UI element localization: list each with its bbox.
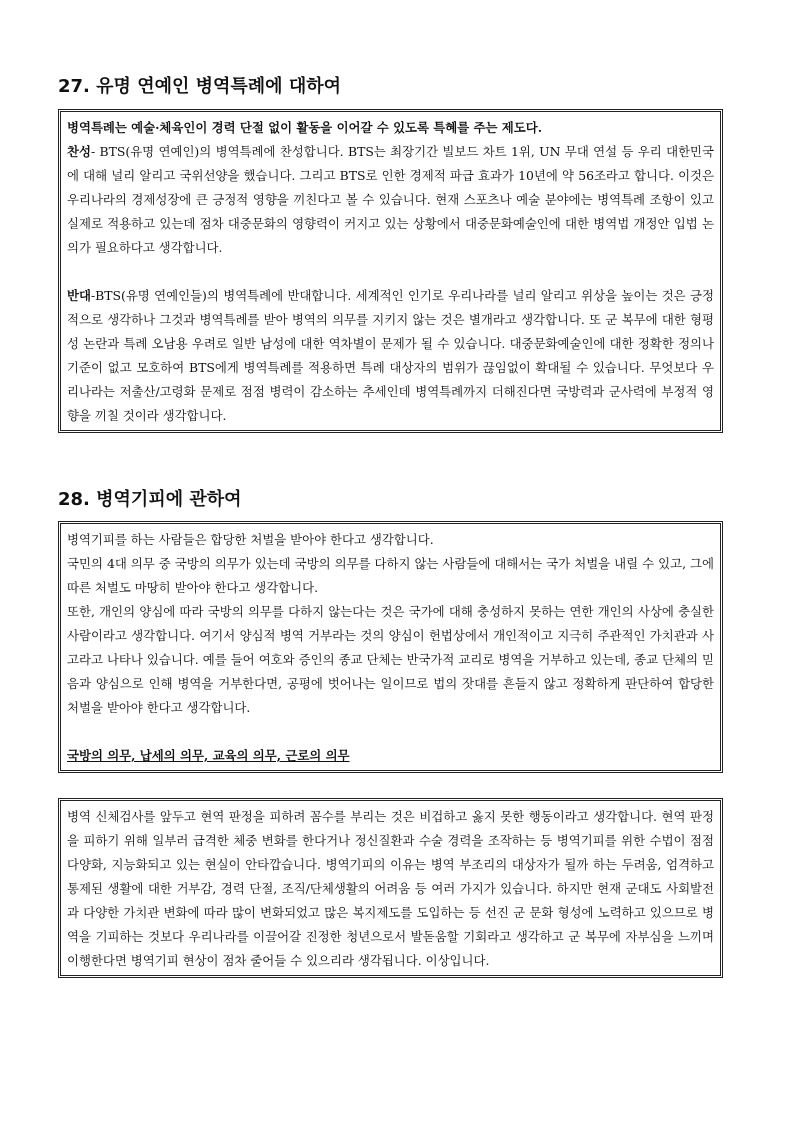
box1-footer: 국방의 의무, 납세의 의무, 교육의 의무, 근로의 의무 xyxy=(67,748,350,763)
section-27-heading: 27. 유명 연예인 병역특례에 대하여 xyxy=(58,76,341,97)
definition-text: 병역특례는 예술·체육인이 경력 단절 없이 활동을 이어갈 수 있도록 특혜를 주는 제도다. xyxy=(67,120,543,135)
box1-line-3: 또한, 개인의 양심에 따라 국방의 의무를 다하지 않는다는 것은 국가에 대해 충성하지 못하는 연한 개인의 사상에 충실한 사람이라고 생각합니다. 여기서 양심적 병역 거부라는 것의 양심이 헌법상에서 개인적이고 지극히 주관적인 가치관과 사고라고 나타나 있습니다. 예를 들어 여호와 증인의 종교 단체는 반국가적 교리로 병역을 거부하고 있는데, 종교 단체의 믿음과 양심으로 인해 병역을 거부한다면, 공평에 벗어나는 일이므로 법의 잣대를 흔들지 않고 정확하게 판단하여 합당한 처벌을 받아야 한다고 생각합니다. xyxy=(67,604,714,715)
con-paragraph xyxy=(67,284,714,428)
pro-text: - BTS(유명 연예인)의 병역특례에 찬성합니다. BTS는 최장기간 빌보드 차트 1위, UN 무대 연설 등 우리 대한민국에 대해 널리 알리고 국위선양을 했습니다. 그리고 BTS로 인한 경제적 파급 효과가 10년에 약 56조라고 합니다. 이것은 우리나라의 경제성장에 큰 긍정적 영향을 끼친다고 볼 수 있습니다. 현재 스포츠나 예술 분야에는 병역특례 조항이 있고 실제로 적용하고 있는데 점차 대중문화의 영향력이 커지고 있는 상황에서 대중문화예술인에 대한 병역법 개정안 입법 논의가 필요하다고 생각합니다. xyxy=(67,144,714,255)
con-text: -BTS(유명 연예인들)의 병역특례에 반대합니다. 세계적인 인기로 우리나라를 널리 알리고 위상을 높이는 것은 긍정적으로 생각하나 그것과 병역특례를 받아 병역의 의무를 지키지 않는 것은 별개라고 생각합니다. 또 군 복무에 대한 형평성 논란과 특례 오남용 우려로 일반 남성에 대한 역차별이 문제가 될 수 있습니다. 대중문화예술인에 대한 정확한 정의나 기준이 없고 모호하여 BTS에게 병역특례를 적용하면 특례 대상자의 범위가 끊임없이 확대될 수 있습니다. 무엇보다 우리나라는 저출산/고령화 문제로 점점 병력이 감소하는 추세인데 병역특례까지 더해진다면 국방력과 군사력에 부정적 영향을 끼칠 것이라 생각합니다. xyxy=(67,288,714,423)
con-label: 반대 xyxy=(67,288,91,303)
box1-line-1: 병역기피를 하는 사람들은 합당한 처벌을 받아야 한다고 생각합니다. xyxy=(67,532,434,547)
blank-line xyxy=(67,720,714,744)
blank-line xyxy=(67,260,714,284)
section-28-box-2 xyxy=(58,798,723,978)
box2-text: 병역 신체검사를 앞두고 현역 판정을 피하려 꼼수를 부리는 것은 비겁하고 옳지 못한 행동이라고 생각합니다. 현역 판정을 피하기 위해 일부러 급격한 체중 변화를 한다거나 정신질환과 수술 경력을 조작하는 등 병역기피를 위한 수법이 점점 다양화, 지능화되고 있는 현실이 안타깝습니다. 병역기피의 이유는 병역 부조리의 대상자가 될까 하는 두려움, 엄격하고 통제된 생활에 대한 거부감, 경력 단절, 조직/단체생활의 어려움 등 여러 가지가 있습니다. 하지만 현재 군대도 사회발전과 다양한 가치관 변화에 따라 많이 변화되었고 많은 복지제도를 도입하는 등 선진 군 문화 형성에 노력하고 있으므로 병역을 기피하는 것보다 우리나라를 이끌어갈 진정한 청년으로서 발돋움할 기회라고 생각하고 군 복무에 자부심을 느끼며 이행한다면 병역기피 현상이 점차 줄어들 수 있으리라 생각됩니다. 이상입니다. xyxy=(67,809,714,968)
section-27-box xyxy=(58,109,723,433)
pro-paragraph xyxy=(67,140,714,260)
pro-label: 찬성 xyxy=(67,144,91,159)
section-28-heading: 28. 병역기피에 관하여 xyxy=(58,489,242,510)
section-28-box-1 xyxy=(58,521,723,773)
box1-line-2: 국민의 4대 의무 중 국방의 의무가 있는데 국방의 의무를 다하지 않는 사람들에 대해서는 국가 처벌을 내릴 수 있고, 그에 따른 처벌도 마땅히 받아야 한다고 생각합니다. xyxy=(67,556,714,595)
